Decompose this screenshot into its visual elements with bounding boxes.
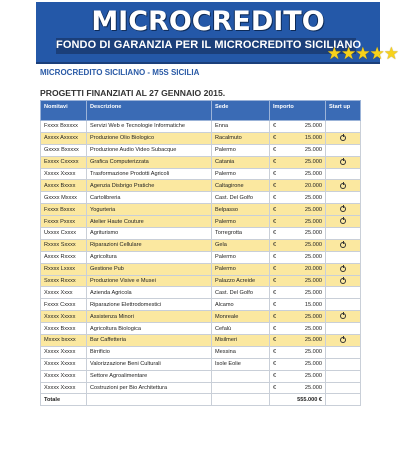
cell-startup [326,121,361,133]
list-title: PROGETTI FINANZIATI AL 27 GENNAIO 2015. [40,88,226,98]
cell-sede: Torregrotta [212,228,270,240]
projects-table [40,100,361,406]
cell-name: Gxxxx Bxxxxx [41,144,87,156]
table-row [41,263,361,275]
table-row [41,335,361,347]
cell-startup [326,192,361,204]
table-row [41,287,361,299]
cell-name: Axxxx Rxxxx [41,251,87,263]
cell-amount: 25.000 [284,275,326,287]
stars-icon: ★★★★★ [326,44,398,63]
cell-description: Settore Agroalimentare [87,370,212,382]
cell-name: Xxxxx Xxxx [41,287,87,299]
cell-amount: 25.000 [284,216,326,228]
total-label: Totale [41,394,87,406]
cell-currency: € [270,239,284,251]
cell-currency: € [270,335,284,347]
cell-description: Grafica Computerizzata [87,156,212,168]
power-icon [340,159,346,165]
cell-amount: 25.000 [284,358,326,370]
cell-amount: 15.000 [284,132,326,144]
power-icon [340,242,346,248]
col-header-importo: Importo [270,101,326,121]
table-row [41,251,361,263]
cell-startup [326,287,361,299]
cell-currency: € [270,275,284,287]
col-header-description: Descrizione [87,101,212,121]
cell-currency: € [270,251,284,263]
cell-description: Azienda Agricola [87,287,212,299]
col-header-name: Nomitavi [41,101,87,121]
cell-description: Produzione Audio Video Subacque [87,144,212,156]
cell-currency: € [270,263,284,275]
col-header-startup: Start up [326,101,361,121]
cell-startup [326,323,361,335]
cell-currency: € [270,311,284,323]
cell-sede: Cefalù [212,323,270,335]
cell-currency: € [270,156,284,168]
cell-sede: Enna [212,121,270,133]
cell-description: Birrificio [87,346,212,358]
cell-sede: Cast. Del Golfo [212,192,270,204]
cell-amount: 25.000 [284,192,326,204]
cell-name: Xxxxx Xxxxx [41,358,87,370]
cell-startup [326,204,361,216]
cell-description: Assistenza Minori [87,311,212,323]
cell-name: Xxxxx Bxxxx [41,323,87,335]
cell-startup [326,156,361,168]
cell-description: Riparazioni Cellulare [87,239,212,251]
cell-currency: € [270,121,284,133]
cell-description: Riparazione Elettrodomestici [87,299,212,311]
cell-amount: 25.000 [284,228,326,240]
cell-startup [326,311,361,323]
cell-name: Fxxxx Cxxxx [41,299,87,311]
cell-name: Exxxx Cxxxxx [41,156,87,168]
cell-amount: 25.000 [284,204,326,216]
cell-currency: € [270,382,284,394]
cell-description: Gestione Pub [87,263,212,275]
cell-amount: 25.000 [284,311,326,323]
cell-sede: Alcamo [212,299,270,311]
cell-description: Servizi Web e Tecnologie Informatiche [87,121,212,133]
cell-currency: € [270,204,284,216]
cell-currency: € [270,180,284,192]
cell-startup [326,180,361,192]
cell-amount: 25.000 [284,251,326,263]
table-body [41,121,361,406]
table-row [41,192,361,204]
cell-amount: 25.000 [284,323,326,335]
cell-amount: 25.000 [284,287,326,299]
cell-name: Axxxx Axxxxx [41,132,87,144]
total-empty [326,394,361,406]
cell-startup [326,275,361,287]
table-row [41,311,361,323]
cell-sede: Isole Eolie [212,358,270,370]
table-row [41,144,361,156]
cell-name: Xxxxx Xxxxx [41,370,87,382]
cell-sede: Gela [212,239,270,251]
total-empty [212,394,270,406]
table-row [41,228,361,240]
cell-name: Mxxxx bxxxx [41,335,87,347]
cell-startup [326,132,361,144]
cell-amount: 25.000 [284,168,326,180]
cell-name: Fxxxx Bxxxx [41,204,87,216]
section-title: MICROCREDITO SICILIANO - M5S SICILIA [40,68,200,77]
cell-startup [326,239,361,251]
cell-startup [326,263,361,275]
cell-name: Xxxxx Xxxxx [41,168,87,180]
cell-currency: € [270,216,284,228]
table-row [41,346,361,358]
cell-startup [326,299,361,311]
cell-currency: € [270,287,284,299]
table-header-row [41,101,361,121]
cell-name: Xxxxx Xxxxx [41,346,87,358]
cell-description: Costruzioni per Bio Architettura [87,382,212,394]
cell-description: Bar Caffetteria [87,335,212,347]
power-icon [340,206,346,212]
table-row [41,216,361,228]
cell-currency: € [270,228,284,240]
table-row [41,370,361,382]
cell-startup [326,358,361,370]
cell-sede: Belpasso [212,204,270,216]
cell-name: Gxxxx Mxxxx [41,192,87,204]
power-icon [340,278,346,284]
cell-sede: Monreale [212,311,270,323]
logo [36,6,380,37]
cell-description: Valorizzazione Beni Culturali [87,358,212,370]
cell-amount: 25.000 [284,335,326,347]
power-icon [340,337,346,343]
cell-name: Fxxxx Pxxxx [41,216,87,228]
cell-currency: € [270,358,284,370]
table-row [41,168,361,180]
cell-currency: € [270,144,284,156]
table-row [41,132,361,144]
cell-currency: € [270,192,284,204]
cell-name: Fxxxx Bxxxxx [41,121,87,133]
table-row [41,204,361,216]
cell-startup [326,251,361,263]
table-row [41,121,361,133]
total-empty [87,394,212,406]
cell-currency: € [270,346,284,358]
table-row [41,382,361,394]
cell-sede: Messina [212,346,270,358]
cell-amount: 25.000 [284,144,326,156]
cell-description: Agricoltura Biologica [87,323,212,335]
table-row [41,180,361,192]
cell-amount: 25.000 [284,121,326,133]
cell-currency: € [270,168,284,180]
cell-sede: Palermo [212,168,270,180]
cell-description: Agenzia Disbrigo Pratiche [87,180,212,192]
cell-sede: Misilmeri [212,335,270,347]
cell-amount: 15.000 [284,299,326,311]
power-icon [340,266,346,272]
table-row [41,299,361,311]
cell-startup [326,168,361,180]
power-icon [340,183,346,189]
cell-sede [212,382,270,394]
cell-name: Xxxxx Xxxxx [41,382,87,394]
total-amount: 555.000 € [270,394,326,406]
cell-description: Agricoltura [87,251,212,263]
cell-name: Rxxxx Sxxxx [41,239,87,251]
cell-name: Uxxxx Cxxxx [41,228,87,240]
cell-sede: Racalmuto [212,132,270,144]
cell-description: Atelier Haute Couture [87,216,212,228]
cell-amount: 25.000 [284,239,326,251]
cell-name: Axxxx Bxxxx [41,180,87,192]
cell-name: Rxxxx Lxxxx [41,263,87,275]
cell-name: Sxxxx Rxxxx [41,275,87,287]
cell-amount: 25.000 [284,156,326,168]
cell-sede: Caltagirone [212,180,270,192]
cell-startup [326,382,361,394]
cell-description: Agriturismo [87,228,212,240]
power-icon [340,218,346,224]
logo-text: MICROCREDITO [91,6,325,37]
cell-sede: Catania [212,156,270,168]
cell-amount: 25.000 [284,346,326,358]
cell-sede: Palermo [212,251,270,263]
power-icon [340,135,346,141]
table-row [41,323,361,335]
cell-startup [326,228,361,240]
cell-currency: € [270,299,284,311]
cell-amount: 20.000 [284,263,326,275]
cell-sede: Cast. Del Golfo [212,287,270,299]
cell-currency: € [270,132,284,144]
cell-amount: 20.000 [284,180,326,192]
cell-startup [326,370,361,382]
table-row [41,358,361,370]
cell-amount: 25.000 [284,370,326,382]
cell-description: Cartolibreria [87,192,212,204]
cell-name: Xxxxx Xxxxx [41,311,87,323]
table-row [41,239,361,251]
header-subtitle: FONDO DI GARANZIA PER IL MICROCREDITO SICILIANO [56,39,362,51]
cell-sede [212,370,270,382]
cell-description: Trasformazione Prodotti Agricoli [87,168,212,180]
cell-description: Yogurteria [87,204,212,216]
cell-sede: Palermo [212,144,270,156]
cell-amount: 25.000 [284,382,326,394]
cell-startup [326,346,361,358]
cell-description: Produzione Visive e Musei [87,275,212,287]
cell-startup [326,335,361,347]
col-header-sede: Sede [212,101,270,121]
cell-currency: € [270,370,284,382]
cell-startup [326,144,361,156]
cell-description: Produzione Olio Biologico [87,132,212,144]
table-row [41,275,361,287]
cell-currency: € [270,323,284,335]
cell-sede: Palermo [212,263,270,275]
cell-sede: Palermo [212,216,270,228]
cell-startup [326,216,361,228]
total-row [41,394,361,406]
table-row [41,156,361,168]
power-icon [340,313,346,319]
cell-sede: Palazzo Acreide [212,275,270,287]
